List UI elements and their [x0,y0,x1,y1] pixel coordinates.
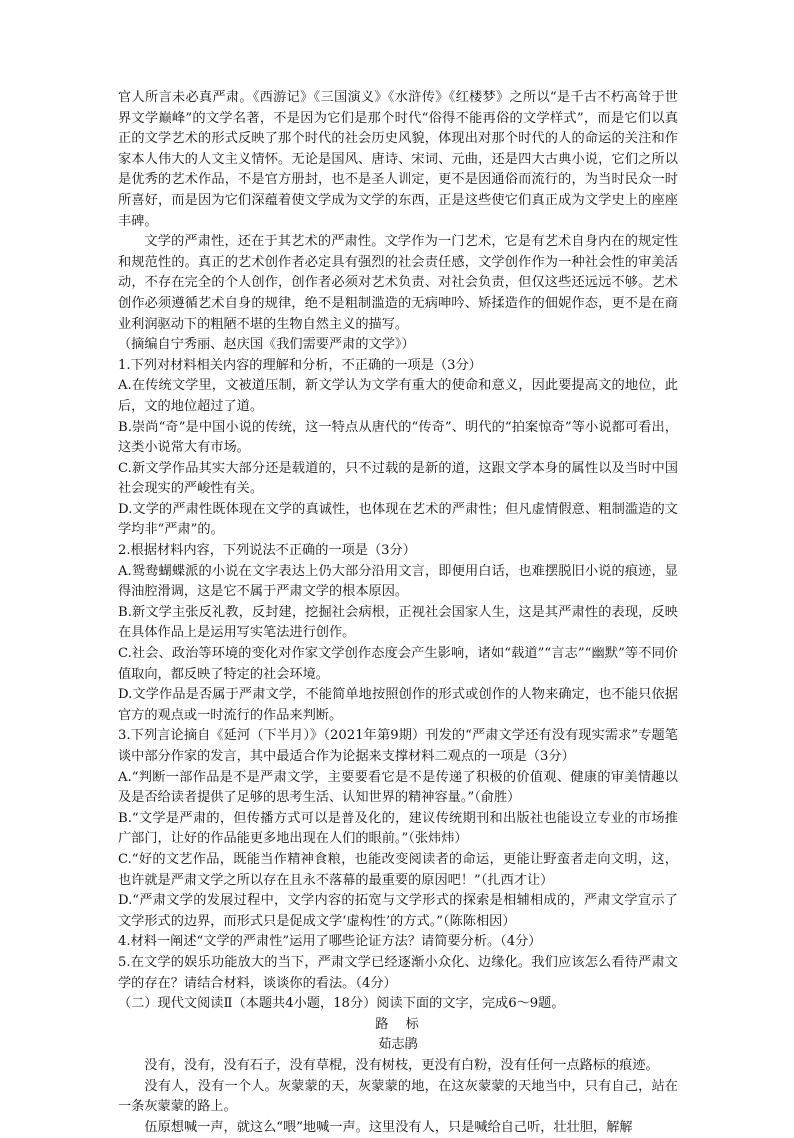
passage-paragraph-1: 官人所言未必真严肃。《西游记》《三国演义》《水浒传》《红楼梦》之所以“是千古不朽高耸于世界文学巅峰”的文学名著，不是因为它们是那个时代“俗得不能再俗的文学样式”，而是它们以真正的文学艺术的形式反映了那个时代的社会历史风貌，体现出对那个时代的人的命运的关注和作家本人伟大的人文主义情怀。无论是国风、唐诗、宋词、元曲，还是四大古典小说，它们之所以是优秀的艺术作品，不是官方册封，也不是圣人训定，更不是因通俗而流行的，为当时民众一时所喜好，而是因为它们深蕴着使文学成为文学的东西，正是这些使它们真正成为文学史上的座座丰碑。 [118,90,678,229]
question-5: 5.在文学的娱乐功能放大的当下，严肃文学已经逐渐小众化、边缘化。我们应该怎么看待严肃文学的存在？请结合材料，谈谈你的看法。（4分） [118,954,678,991]
passage-source: （摘编自宁秀丽、赵庆国《我们需要严肃的文学》） [118,337,415,353]
question-1-option-b: B.崇尚“奇”是中国小说的传统，这一特点从唐代的“传奇”、明代的“拍案惊奇”等小说都可看出，这类小说常大有市场。 [118,419,678,456]
story-paragraph-1: 没有，没有，没有石子，没有草棍，没有树枝，更没有白粉，没有任何一点路标的痕迹。 [144,1057,659,1073]
question-2-option-a: A.鸳鸯蝴蝶派的小说在文字表达上仍大部分沿用文言，即便用白话，也难摆脱旧小说的痕迹，显得油腔滑调，这是它不属于严肃文学的根本原因。 [118,563,678,600]
question-1-option-c: C.新文学作品其实大部分还是载道的，只不过载的是新的道，这跟文学本身的属性以及当时中国社会现实的严峻性有关。 [118,460,678,497]
question-4: 4.材料一阐述“文学的严肃性”运用了哪些论证方法？请简要分析。（4分） [118,934,542,950]
story-paragraph-3: 伍原想喊一声，就这么“喂”地喊一声。这里没有人，只是喊给自己听，壮壮胆，解解 [144,1119,633,1135]
question-1-option-d: D.文学的严肃性既体现在文学的真诚性，也体现在艺术的严肃性；但凡虚情假意、粗制滥造的文学均非“严肃”的。 [118,501,678,538]
story-title: 路 标 [375,1016,421,1032]
document-page [118,88,678,1138]
question-1-stem: 1.下列对材料相关内容的理解和分析，不正确的一项是（3分） [118,357,482,373]
question-1-option-a: A.在传统文学里，文被道压制，新文学认为文学有重大的使命和意义，因此要提高文的地位，此后，文的地位超过了道。 [118,378,678,414]
section-2-heading: （二）现代文阅读Ⅱ（本题共4小题，18分）阅读下面的文字，完成6～9题。 [118,996,565,1012]
question-2-stem: 2.根据材料内容，下列说法不正确的一项是（3分） [118,543,416,559]
story-paragraph-2: 没有人，没有一个人。灰蒙蒙的天，灰蒙蒙的地，在这灰蒙蒙的天地当中，只有自己，站在一条灰蒙蒙的路上。 [118,1078,678,1115]
question-2-option-b: B.新文学主张反礼教，反封建，挖掘社会病根，正视社会国家人生，这是其严肃性的表现，反映在具体作品上是运用写实笔法进行创作。 [118,604,678,641]
question-2-option-d: D.文学作品是否属于严肃文学，不能简单地按照创作的形式或创作的人物来确定，也不能只依据官方的观点或一时流行的作品来判断。 [118,687,678,723]
question-2-option-c: C.社会、政治等环境的变化对作家文学创作态度会产生影响，诸如“载道”“言志”“幽默”等不同价值取向，都反映了特定的社会环境。 [118,646,678,682]
question-3-stem: 3.下列言论摘自《延河（下半月）》（2021年第9期）刊发的“严肃文学还有没有现实需求”专题笔谈中部分作家的发言，其中最适合作为论据来支撑材料二观点的一项是（3分） [118,728,678,764]
question-3-option-d: D.“严肃文学的发展过程中，文学内容的拓宽与文学形式的探索是相辅相成的，严肃文学宣示了文学形式的边界，而形式只是促成文学‘虚构性’的方式。”（陈陈相因） [118,893,678,929]
question-3-option-a: A.“判断一部作品是不是严肃文学，主要要看它是不是传递了积极的价值观、健康的审美情趣以及是否给读者提供了足够的思考生活、认知世界的精神容量。”（俞胜） [118,769,678,806]
question-3-option-c: C.“好的文艺作品，既能当作精神食粮，也能改变阅读者的命运，更能让野蛮者走向文明，这，也许就是严肃文学之所以存在且永不落幕的最重要的原因吧！”（扎西才让） [118,851,678,888]
question-3-option-b: B.“文学是严肃的，但传播方式可以是普及化的，建议传统期刊和出版社也能设立专业的市场推广部门，让好的作品能更多地出现在人们的眼前。”（张炜炜） [118,810,678,847]
passage-paragraph-2: 文学的严肃性，还在于其艺术的严肃性。文学作为一门艺术，它是有艺术自身内在的规定性和规范性的。真正的艺术创作者必定具有强烈的社会责任感，文学创作作为一种社会性的审美活动，不存在完全的个人创作，创作者必须对艺术负责、对社会负责，但仅这些还远远不够。艺术创作必须遵循艺术自身的规律，绝不是粗制滥造的无病呻吟、矫揉造作的佃妮作态，更不是在商业利润驱动下的粗陋不堪的生物自然主义的描写。 [118,234,678,332]
story-author: 茹志鹃 [378,1037,418,1053]
